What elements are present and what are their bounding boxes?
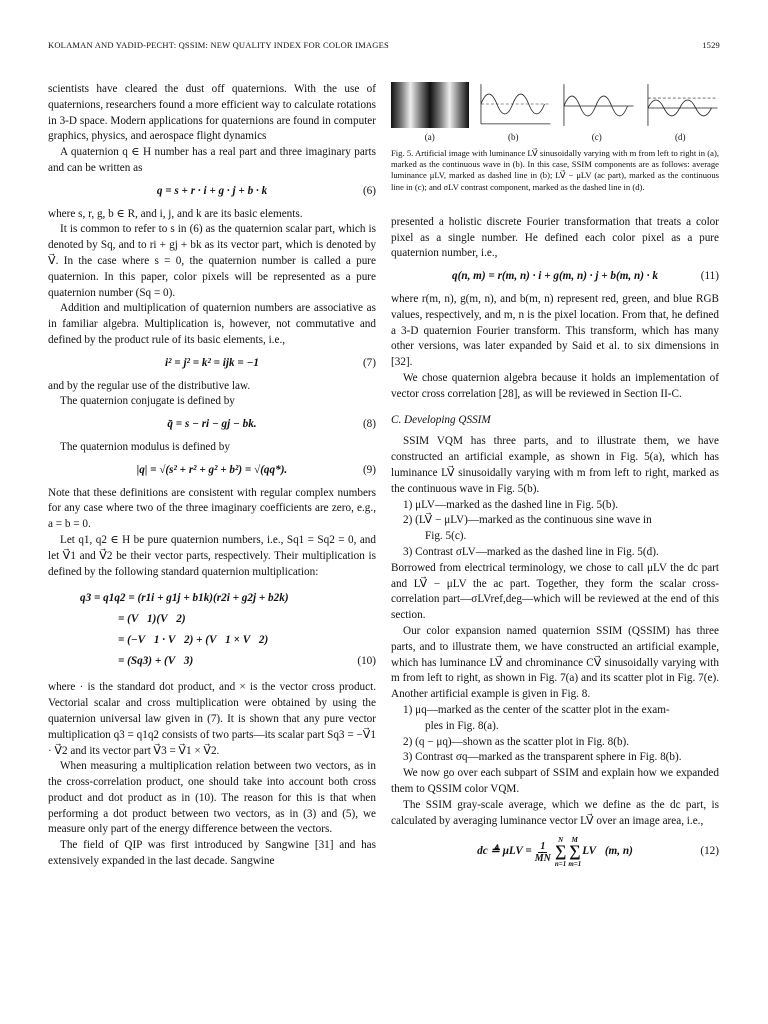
equation-line: = (V⃗1)(V⃗2) — [118, 613, 186, 626]
list-item: 2) (q − μq)—shown as the scatter plot in Fig. 8(b). — [403, 735, 630, 748]
list-item-continuation: Fig. 5(c). — [425, 530, 467, 543]
list-item: 3) Contrast σLV—marked as the dashed line in Fig. 5(d). — [403, 545, 659, 558]
sigma-symbol: ∑ — [554, 843, 567, 861]
fraction — [535, 841, 551, 864]
paragraph: where · is the standard dot product, and × is the vector cross product. Vectorial scalar and cross multiplication were obtained by using the quaternion universal law given in (7). It is shown that any pure vector multiplication q3 = q1q2 consists of two parts—its scalar part Sq3 = −V⃗1 · V⃗2 and its vector part V⃗3 = V⃗1 × V⃗2. — [48, 681, 376, 757]
running-title: KOLAMAN AND YADID-PECHT: QSSIM: NEW QUALITY INDEX FOR COLOR IMAGES — [48, 40, 389, 50]
fraction-denominator: MN — [534, 852, 551, 864]
paragraph: Addition and multiplication of quaternion numbers are associative as in familiar algebra. Multiplication is, however, not commutative and defined by the product rule of its basic elements, i.e., — [48, 302, 376, 346]
equation-body: q(n, m) = r(m, n) · i + g(m, n) · j + b(m, n) · k — [452, 270, 658, 283]
figure-5-caption: Fig. 5. Artificial image with luminance LV⃗ sinusoidally varying with m from left to right in (a), marked as the continuous wave in (b). In this case, SSIM components are as follows: average luminance μLV, marked as dashed line in (b); LV⃗ − μLV (ac part), marked as the continuous line in (c); and σLV contrast component, marked as the dashed line in (d). — [391, 148, 719, 192]
equation-number: (11) — [700, 270, 719, 283]
fraction-numerator: 1 — [540, 840, 546, 852]
equation-line: q3 = q1q2 = (r1i + g1j + b1k)(r2i + g2j + b2k) — [80, 592, 289, 605]
equation-10 — [80, 588, 376, 672]
left-column — [48, 82, 376, 870]
equation-line: = (Sq3) + (V⃗3) — [118, 655, 194, 668]
list-item: 1) μLV—marked as the dashed line in Fig. 5(b). — [403, 498, 618, 511]
equation-body: q = s + r · i + g · j + b · k — [156, 184, 268, 197]
paragraph: and by the regular use of the distributive law. — [48, 379, 251, 392]
paragraph: The quaternion modulus is defined by — [60, 440, 230, 453]
list-item: 3) Contrast σq—marked as the transparent sphere in Fig. 8(b). — [403, 751, 682, 764]
paragraph: We chose quaternion algebra because it holds an implementation of vector cross correlation [28], as will be reviewed in Section II-C. — [391, 371, 719, 400]
sum-lower-limit: m=1 — [568, 860, 582, 869]
sum-lower-limit: n=1 — [554, 860, 567, 869]
paragraph: Note that these definitions are consistent with regular complex numbers for any case where two of the three imaginary coefficients are zero, e.g., a = b = 0. — [48, 486, 376, 531]
paragraph: When measuring a multiplication relation between two vectors, as in the cross-correlation product, one should take into account both cross product and dot product as in (10). The reason for this is that when performing a dot product between two vectors, as in (3) and (5), we measure only part of the energy difference between the vectors. — [48, 760, 376, 836]
sum-upper-limit: M — [571, 836, 578, 845]
list-item: 2) (LV⃗ − μLV)—marked as the continuous sine wave in — [403, 514, 652, 527]
paragraph: Let q1, q2 ∈ H be pure quaternion numbers, i.e., Sq1 = Sq2 = 0, and let V⃗1 and V⃗2 be their vector parts, respectively. Their multiplication is defined by the following standard quaternion multiplication: — [48, 533, 376, 578]
page-number: 1529 — [702, 40, 720, 50]
right-column — [391, 82, 719, 875]
paragraph: Our color expansion named quaternion SSIM (QSSIM) has three parts, and to illustrate them, we have constructed an artificial example, which has luminance LV⃗ and chrominance CV⃗ sinusoidally varying with m from left to right, as shown in Fig. 7(a) and its scatter plot in Fig. 7(e). Another artificial example is given in Fig. 8. — [391, 624, 719, 701]
summation-n — [555, 836, 566, 868]
equation-lhs: dc ≜ μLV = — [477, 845, 532, 858]
equation-11 — [391, 269, 719, 285]
figure-5a-sinusoid-image — [391, 82, 469, 128]
equation-7 — [48, 356, 376, 372]
figure-5 — [391, 82, 719, 130]
equation-line: = (−V⃗1 · V⃗2) + (V⃗1 × V⃗2) — [118, 634, 269, 647]
equation-number: (10) — [357, 655, 376, 668]
equation-number: (6) — [362, 184, 376, 197]
paragraph: The field of QIP was first introduced by Sangwine [31] and has extensively expanded in the last decade. Sangwine — [48, 839, 376, 868]
paragraph: presented a holistic discrete Fourier transformation that treats a color pixel as a single number. He defined each color pixel as a pure quaternion number, i.e., — [391, 215, 719, 260]
paragraph: We now go over each subpart of SSIM and explain how we expanded them to QSSIM color VQM. — [391, 767, 719, 795]
section-heading: C. Developing QSSIM — [391, 413, 491, 426]
qssim-parts-list — [391, 703, 719, 766]
paragraph: A quaternion q ∈ H number has a real part and three imaginary parts and can be written as — [48, 146, 376, 174]
equation-body: q̄ = s − ri − gj − bk. — [167, 418, 257, 431]
figure-5c-plot — [558, 82, 636, 128]
summation-m — [568, 836, 581, 868]
equation-6 — [48, 184, 376, 200]
equation-number: (12) — [700, 845, 719, 858]
equation-number: (7) — [362, 356, 376, 369]
paragraph: SSIM VQM has three parts, and to illustrate them, we have constructed an artificial example, as shown in Fig. 5(a), which has luminance LV⃗ sinusoidally varying with m from left to right, marked as the continuous wave in Fig. 5(b). — [391, 435, 719, 495]
sigma-symbol: ∑ — [569, 843, 581, 861]
paragraph: The SSIM gray-scale average, which we define as the dc part, is calculated by averaging luminance vector LV⃗ over an image area, i.e., — [391, 798, 719, 827]
panel-label: (c) — [591, 132, 602, 142]
panel-label: (d) — [675, 132, 686, 142]
list-item: 1) μq—marked as the center of the scatter plot in the exam- — [403, 703, 670, 716]
ssim-parts-list — [391, 498, 719, 561]
equation-body: |q| = √(s² + r² + g² + b²) = √(qq*). — [136, 463, 288, 476]
list-item-continuation: ples in Fig. 8(a). — [425, 719, 499, 732]
paragraph: It is common to refer to s in (6) as the quaternion scalar part, which is denoted by Sq, and to ri + gj + bk as its vector part, which is denoted by V⃗. In the case where s = 0, the quaternion number is called a pure quaternion. In this paper, color pixels will be represented as a pure quaternion number (Sq = 0). — [48, 223, 376, 299]
paragraph: Borrowed from electrical terminology, we chose to call μLV the dc part and LV⃗ − μLV the ac part. Together, they form the scalar cross-correlation part—σLVref,deg—which will be reviewed at the end of this section. — [391, 561, 719, 622]
equation-rhs: LV⃗(m, n) — [582, 845, 633, 858]
equation-number: (8) — [362, 418, 376, 431]
panel-label: (a) — [424, 132, 435, 142]
equation-12 — [391, 836, 719, 868]
equation-9 — [48, 463, 376, 479]
figure-5-panel-labels — [391, 132, 719, 142]
figure-5b-plot — [475, 82, 553, 128]
paragraph: The quaternion conjugate is defined by — [60, 395, 235, 408]
panel-label: (b) — [508, 132, 519, 142]
equation-body: i² = j² = k² = ijk = −1 — [165, 356, 259, 369]
sum-upper-limit: N — [558, 836, 564, 845]
equation-number: (9) — [362, 463, 376, 476]
paragraph: where s, r, g, b ∈ R, and i, j, and k are its basic elements. — [48, 207, 303, 220]
paragraph: scientists have cleared the dust off quaternions. With the use of quaternions, researchers found a more efficient way to calculate rotations in 3-D space. Modern applications for quaternions are found in computer graphics, physics, and aerospace flight dynamics — [48, 83, 376, 143]
figure-5d-plot — [642, 82, 720, 128]
paragraph: where r(m, n), g(m, n), and b(m, n) represent red, green, and blue RGB values, respectively, and m, n is the pixel location. From that, he defined a 3-D quaternion Fourier transform. This transform, which has many other versions, was later expanded by Said et al. to six dimensions in [32]. — [391, 293, 719, 369]
equation-8 — [48, 417, 376, 433]
